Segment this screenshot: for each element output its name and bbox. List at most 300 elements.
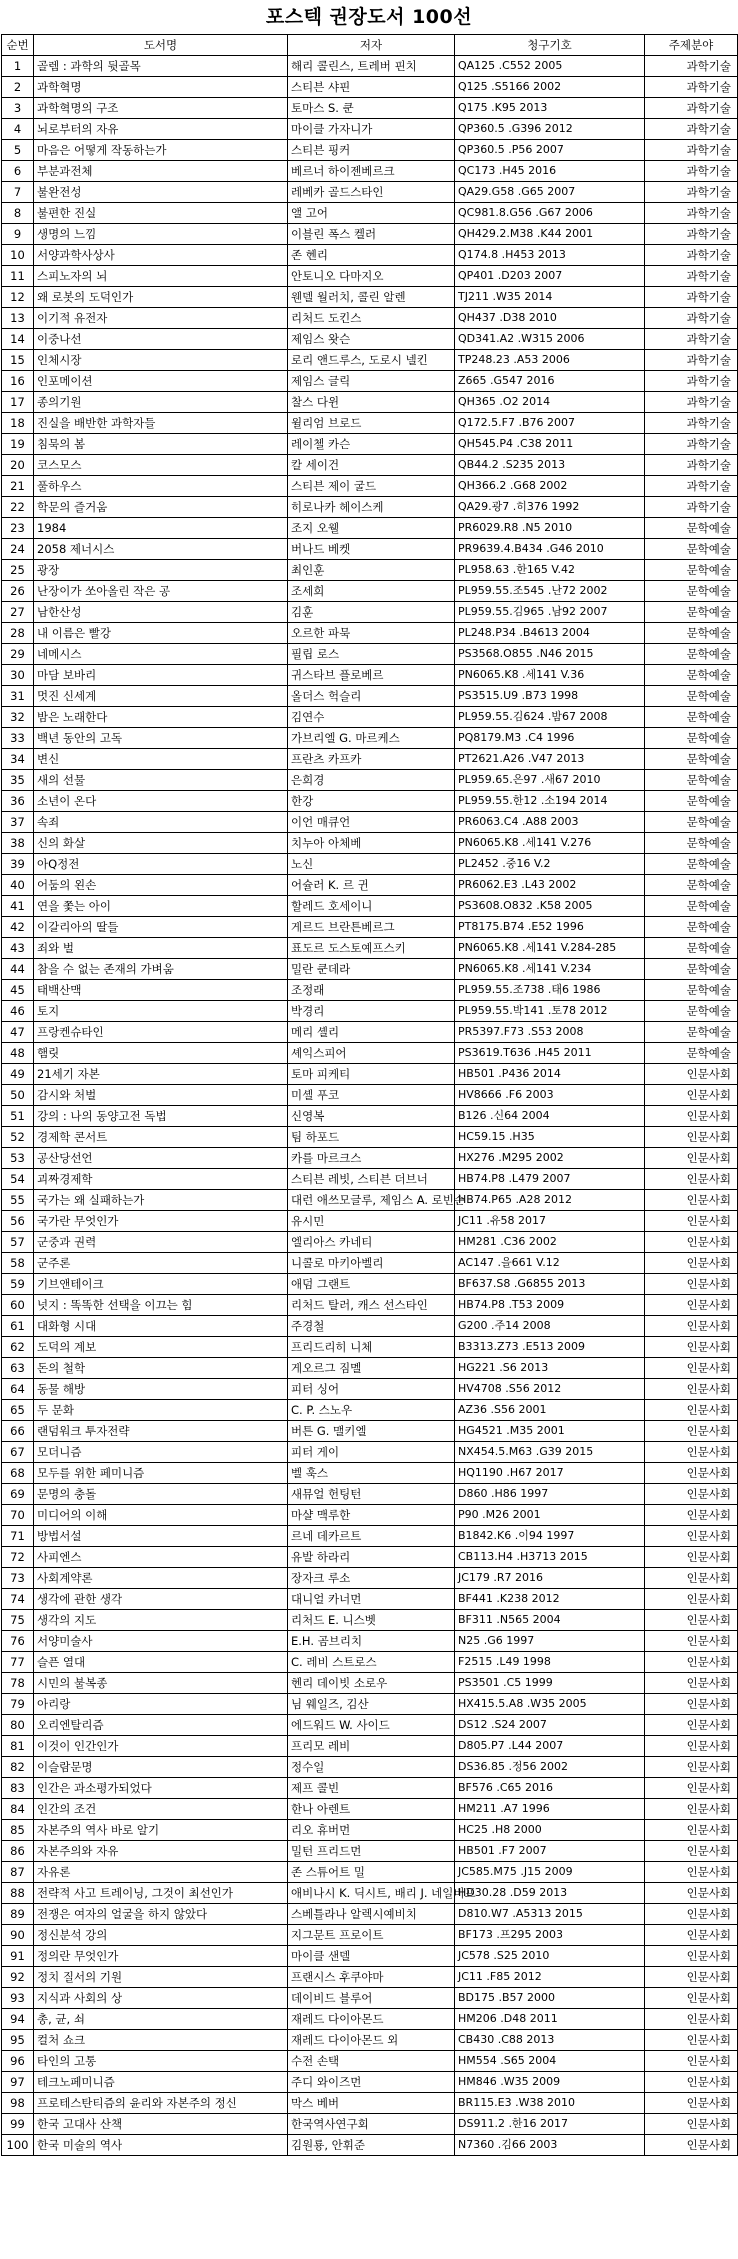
cell-author: 베르너 하이젠베르크 [288, 161, 455, 182]
cell-number: 16 [2, 371, 34, 392]
cell-number: 58 [2, 1253, 34, 1274]
cell-call-number: QA125 .C552 2005 [455, 56, 645, 77]
cell-subject: 문학예술 [645, 686, 738, 707]
cell-author: 웬델 월러치, 콜린 알렌 [288, 287, 455, 308]
cell-number: 56 [2, 1211, 34, 1232]
table-row [2, 518, 738, 539]
cell-author: 재레드 다이아몬드 외 [288, 2030, 455, 2051]
cell-number: 8 [2, 203, 34, 224]
cell-author: 유발 하라리 [288, 1547, 455, 1568]
table-row [2, 329, 738, 350]
table-row [2, 2072, 738, 2093]
table-row [2, 2009, 738, 2030]
table-row [2, 371, 738, 392]
cell-call-number: D860 .H86 1997 [455, 1484, 645, 1505]
cell-call-number: CB430 .C88 2013 [455, 2030, 645, 2051]
table-row [2, 140, 738, 161]
cell-call-number: HD30.28 .D59 2013 [455, 1883, 645, 1904]
cell-call-number: B1842.K6 .이94 1997 [455, 1526, 645, 1547]
cell-call-number: HG221 .S6 2013 [455, 1358, 645, 1379]
cell-book-title: 컬처 쇼크 [34, 2030, 288, 2051]
cell-author: 박경리 [288, 1001, 455, 1022]
table-row [2, 938, 738, 959]
table-row [2, 1883, 738, 1904]
cell-number: 54 [2, 1169, 34, 1190]
cell-number: 7 [2, 182, 34, 203]
cell-call-number: QP360.5 .G396 2012 [455, 119, 645, 140]
cell-call-number: HB74.P65 .A28 2012 [455, 1190, 645, 1211]
cell-subject: 인문사회 [645, 2072, 738, 2093]
table-row [2, 1190, 738, 1211]
cell-number: 63 [2, 1358, 34, 1379]
cell-call-number: PL248.P34 .B4613 2004 [455, 623, 645, 644]
cell-subject: 문학예술 [645, 749, 738, 770]
cell-subject: 인문사회 [645, 1967, 738, 1988]
cell-subject: 과학기술 [645, 98, 738, 119]
cell-author: 김연수 [288, 707, 455, 728]
cell-author: 스베틀라나 알렉시예비치 [288, 1904, 455, 1925]
cell-author: 스티븐 레빗, 스티븐 더브너 [288, 1169, 455, 1190]
cell-call-number: DS911.2 .한16 2017 [455, 2114, 645, 2135]
cell-subject: 과학기술 [645, 245, 738, 266]
cell-book-title: 이것이 인간인가 [34, 1736, 288, 1757]
cell-number: 89 [2, 1904, 34, 1925]
cell-author: 신영복 [288, 1106, 455, 1127]
cell-book-title: 시민의 불복종 [34, 1673, 288, 1694]
cell-subject: 과학기술 [645, 371, 738, 392]
cell-book-title: 학문의 즐거움 [34, 497, 288, 518]
cell-number: 2 [2, 77, 34, 98]
cell-call-number: PS3568.O855 .N46 2015 [455, 644, 645, 665]
cell-number: 44 [2, 959, 34, 980]
cell-author: 프랜시스 후쿠야마 [288, 1967, 455, 1988]
cell-book-title: 모두를 위한 페미니즘 [34, 1463, 288, 1484]
table-row [2, 1085, 738, 1106]
cell-number: 69 [2, 1484, 34, 1505]
cell-number: 91 [2, 1946, 34, 1967]
table-row [2, 770, 738, 791]
cell-author: 데이비드 블루어 [288, 1988, 455, 2009]
cell-book-title: 사피엔스 [34, 1547, 288, 1568]
cell-author: 밀란 쿤데라 [288, 959, 455, 980]
cell-author: 오르한 파묵 [288, 623, 455, 644]
table-row [2, 1022, 738, 1043]
cell-subject: 문학예술 [645, 1022, 738, 1043]
cell-call-number: BF173 .프295 2003 [455, 1925, 645, 1946]
cell-author: 프리드리히 니체 [288, 1337, 455, 1358]
cell-book-title: 공산당선언 [34, 1148, 288, 1169]
cell-number: 22 [2, 497, 34, 518]
cell-subject: 인문사회 [645, 1463, 738, 1484]
cell-subject: 과학기술 [645, 434, 738, 455]
cell-call-number: QC173 .H45 2016 [455, 161, 645, 182]
cell-subject: 인문사회 [645, 1673, 738, 1694]
cell-number: 98 [2, 2093, 34, 2114]
cell-number: 79 [2, 1694, 34, 1715]
cell-author: 김훈 [288, 602, 455, 623]
cell-book-title: 뇌로부터의 자유 [34, 119, 288, 140]
cell-number: 55 [2, 1190, 34, 1211]
cell-subject: 문학예술 [645, 539, 738, 560]
cell-number: 47 [2, 1022, 34, 1043]
cell-author: 스티븐 핑커 [288, 140, 455, 161]
table-row [2, 959, 738, 980]
table-row [2, 1673, 738, 1694]
cell-number: 81 [2, 1736, 34, 1757]
cell-book-title: 골렘 : 과학의 뒷골목 [34, 56, 288, 77]
cell-subject: 인문사회 [645, 1274, 738, 1295]
cell-author: 마샬 맥루한 [288, 1505, 455, 1526]
cell-book-title: 2058 제너시스 [34, 539, 288, 560]
cell-subject: 인문사회 [645, 1820, 738, 1841]
cell-book-title: 도덕의 계보 [34, 1337, 288, 1358]
cell-book-title: 자본주의와 자유 [34, 1841, 288, 1862]
table-row [2, 1820, 738, 1841]
cell-call-number: PL959.55.박141 .토78 2012 [455, 1001, 645, 1022]
table-row [2, 854, 738, 875]
cell-call-number: QH366.2 .G68 2002 [455, 476, 645, 497]
cell-number: 70 [2, 1505, 34, 1526]
table-row [2, 833, 738, 854]
table-row [2, 1064, 738, 1085]
cell-book-title: 오리엔탈리즘 [34, 1715, 288, 1736]
cell-call-number: QA29.G58 .G65 2007 [455, 182, 645, 203]
cell-author: 카를 마르크스 [288, 1148, 455, 1169]
cell-number: 64 [2, 1379, 34, 1400]
cell-book-title: 이갈리아의 딸들 [34, 917, 288, 938]
cell-number: 28 [2, 623, 34, 644]
cell-subject: 인문사회 [645, 1904, 738, 1925]
cell-author: 미셸 푸코 [288, 1085, 455, 1106]
table-row [2, 392, 738, 413]
cell-call-number: QH437 .D38 2010 [455, 308, 645, 329]
cell-number: 11 [2, 266, 34, 287]
cell-book-title: 햄릿 [34, 1043, 288, 1064]
cell-book-title: 군주론 [34, 1253, 288, 1274]
cell-number: 88 [2, 1883, 34, 1904]
cell-call-number: QD341.A2 .W315 2006 [455, 329, 645, 350]
cell-author: 한강 [288, 791, 455, 812]
table-row [2, 791, 738, 812]
table-row [2, 1253, 738, 1274]
cell-book-title: 사회계약론 [34, 1568, 288, 1589]
cell-book-title: 생각의 지도 [34, 1610, 288, 1631]
cell-book-title: 연을 쫓는 아이 [34, 896, 288, 917]
table-row [2, 1337, 738, 1358]
cell-book-title: 변신 [34, 749, 288, 770]
cell-author: 가브리엘 G. 마르케스 [288, 728, 455, 749]
cell-number: 48 [2, 1043, 34, 1064]
cell-subject: 문학예술 [645, 854, 738, 875]
cell-author: 게오르그 짐멜 [288, 1358, 455, 1379]
table-row [2, 1148, 738, 1169]
table-row [2, 1652, 738, 1673]
cell-author: 애덤 그랜트 [288, 1274, 455, 1295]
cell-author: 로리 앤드루스, 도로시 넬킨 [288, 350, 455, 371]
header-call-number: 청구기호 [455, 35, 645, 56]
cell-number: 12 [2, 287, 34, 308]
cell-number: 75 [2, 1610, 34, 1631]
cell-number: 74 [2, 1589, 34, 1610]
table-row [2, 1463, 738, 1484]
cell-author: 니콜로 마키아벨리 [288, 1253, 455, 1274]
table-row [2, 686, 738, 707]
cell-call-number: BD175 .B57 2000 [455, 1988, 645, 2009]
table-row [2, 1799, 738, 1820]
cell-call-number: PR6063.C4 .A88 2003 [455, 812, 645, 833]
cell-number: 57 [2, 1232, 34, 1253]
cell-subject: 인문사회 [645, 2051, 738, 2072]
table-row [2, 2093, 738, 2114]
table-row [2, 1505, 738, 1526]
cell-author: 정수일 [288, 1757, 455, 1778]
table-row [2, 917, 738, 938]
cell-number: 39 [2, 854, 34, 875]
cell-author: 칼 세이건 [288, 455, 455, 476]
cell-subject: 문학예술 [645, 581, 738, 602]
cell-call-number: HM211 .A7 1996 [455, 1799, 645, 1820]
table-row [2, 2030, 738, 2051]
cell-call-number: PR9639.4.B434 .G46 2010 [455, 539, 645, 560]
cell-number: 27 [2, 602, 34, 623]
cell-number: 29 [2, 644, 34, 665]
cell-book-title: 생각에 관한 생각 [34, 1589, 288, 1610]
cell-book-title: 지식과 사회의 상 [34, 1988, 288, 2009]
cell-author: 프리모 레비 [288, 1736, 455, 1757]
cell-author: 조세희 [288, 581, 455, 602]
table-row [2, 1526, 738, 1547]
cell-subject: 문학예술 [645, 1001, 738, 1022]
cell-book-title: 왜 로봇의 도덕인가 [34, 287, 288, 308]
cell-call-number: HM206 .D48 2011 [455, 2009, 645, 2030]
cell-number: 45 [2, 980, 34, 1001]
table-row [2, 812, 738, 833]
cell-call-number: BR115.E3 .W38 2010 [455, 2093, 645, 2114]
cell-author: 님 웨일즈, 김산 [288, 1694, 455, 1715]
cell-call-number: PL2452 .중16 V.2 [455, 854, 645, 875]
cell-call-number: QH365 .O2 2014 [455, 392, 645, 413]
cell-number: 37 [2, 812, 34, 833]
cell-subject: 과학기술 [645, 476, 738, 497]
cell-number: 20 [2, 455, 34, 476]
cell-author: 토마 피케티 [288, 1064, 455, 1085]
table-row [2, 1841, 738, 1862]
cell-subject: 문학예술 [645, 959, 738, 980]
cell-subject: 인문사회 [645, 1064, 738, 1085]
cell-author: 리오 휴버먼 [288, 1820, 455, 1841]
cell-call-number: Q175 .K95 2013 [455, 98, 645, 119]
cell-author: 엘리아스 카네티 [288, 1232, 455, 1253]
cell-number: 80 [2, 1715, 34, 1736]
cell-subject: 과학기술 [645, 182, 738, 203]
cell-number: 4 [2, 119, 34, 140]
cell-author: 이언 매큐언 [288, 812, 455, 833]
cell-call-number: HX415.5.A8 .W35 2005 [455, 1694, 645, 1715]
cell-subject: 인문사회 [645, 1757, 738, 1778]
cell-author: 마이클 샌델 [288, 1946, 455, 1967]
cell-call-number: PT2621.A26 .V47 2013 [455, 749, 645, 770]
cell-call-number: HG4521 .M35 2001 [455, 1421, 645, 1442]
cell-book-title: 전략적 사고 트레이닝, 그것이 최선인가 [34, 1883, 288, 1904]
table-row [2, 266, 738, 287]
table-row [2, 1358, 738, 1379]
cell-author: 대런 애쓰모글루, 제임스 A. 로빈슨 [288, 1190, 455, 1211]
table-row [2, 245, 738, 266]
cell-call-number: HM281 .C36 2002 [455, 1232, 645, 1253]
cell-author: 앨 고어 [288, 203, 455, 224]
cell-book-title: 난장이가 쏘아올린 작은 공 [34, 581, 288, 602]
cell-subject: 문학예술 [645, 623, 738, 644]
cell-subject: 과학기술 [645, 413, 738, 434]
table-row [2, 539, 738, 560]
cell-number: 32 [2, 707, 34, 728]
cell-number: 95 [2, 2030, 34, 2051]
cell-author: 제임스 글릭 [288, 371, 455, 392]
cell-subject: 인문사회 [645, 1568, 738, 1589]
cell-number: 53 [2, 1148, 34, 1169]
table-row [2, 1904, 738, 1925]
table-row [2, 1484, 738, 1505]
cell-book-title: 인간의 조건 [34, 1799, 288, 1820]
cell-subject: 인문사회 [645, 1400, 738, 1421]
cell-number: 94 [2, 2009, 34, 2030]
cell-number: 52 [2, 1127, 34, 1148]
cell-author: 수전 손택 [288, 2051, 455, 2072]
cell-book-title: 과학혁명의 구조 [34, 98, 288, 119]
cell-author: C. P. 스노우 [288, 1400, 455, 1421]
cell-book-title: 프로테스탄티즘의 윤리와 자본주의 정신 [34, 2093, 288, 2114]
cell-subject: 과학기술 [645, 119, 738, 140]
cell-call-number: PL959.55.김965 .남92 2007 [455, 602, 645, 623]
cell-book-title: 백년 동안의 고독 [34, 728, 288, 749]
cell-book-title: 죄와 벌 [34, 938, 288, 959]
cell-subject: 인문사회 [645, 1148, 738, 1169]
header-number: 순번 [2, 35, 34, 56]
cell-call-number: QH429.2.M38 .K44 2001 [455, 224, 645, 245]
cell-author: 메리 셸리 [288, 1022, 455, 1043]
cell-subject: 인문사회 [645, 2114, 738, 2135]
cell-number: 42 [2, 917, 34, 938]
cell-author: 리처드 E. 니스벳 [288, 1610, 455, 1631]
cell-number: 19 [2, 434, 34, 455]
cell-book-title: 마담 보바리 [34, 665, 288, 686]
cell-number: 78 [2, 1673, 34, 1694]
cell-author: 벨 훅스 [288, 1463, 455, 1484]
cell-number: 96 [2, 2051, 34, 2072]
cell-number: 83 [2, 1778, 34, 1799]
table-row [2, 350, 738, 371]
cell-book-title: 풀하우스 [34, 476, 288, 497]
cell-call-number: NX454.5.M63 .G39 2015 [455, 1442, 645, 1463]
cell-author: 할레드 호세이니 [288, 896, 455, 917]
table-row [2, 413, 738, 434]
cell-subject: 문학예술 [645, 707, 738, 728]
cell-call-number: QA29.광7 .히376 1992 [455, 497, 645, 518]
cell-subject: 과학기술 [645, 203, 738, 224]
table-row [2, 896, 738, 917]
cell-subject: 인문사회 [645, 2135, 738, 2156]
table-row [2, 287, 738, 308]
cell-book-title: 문명의 충돌 [34, 1484, 288, 1505]
cell-subject: 인문사회 [645, 1253, 738, 1274]
cell-book-title: 이기적 유전자 [34, 308, 288, 329]
table-row [2, 875, 738, 896]
cell-book-title: 참을 수 없는 존재의 가벼움 [34, 959, 288, 980]
cell-subject: 인문사회 [645, 1946, 738, 1967]
cell-call-number: HC59.15 .H35 [455, 1127, 645, 1148]
cell-call-number: QB44.2 .S235 2013 [455, 455, 645, 476]
cell-number: 90 [2, 1925, 34, 1946]
cell-call-number: G200 .주14 2008 [455, 1316, 645, 1337]
cell-book-title: 방법서설 [34, 1526, 288, 1547]
cell-author: 유시민 [288, 1211, 455, 1232]
cell-author: 리처드 도킨스 [288, 308, 455, 329]
cell-author: 프란츠 카프카 [288, 749, 455, 770]
cell-number: 99 [2, 2114, 34, 2135]
table-row [2, 1946, 738, 1967]
cell-author: 레베카 골드스타인 [288, 182, 455, 203]
table-row [2, 1862, 738, 1883]
cell-subject: 인문사회 [645, 1715, 738, 1736]
cell-number: 23 [2, 518, 34, 539]
table-row [2, 1631, 738, 1652]
cell-number: 24 [2, 539, 34, 560]
cell-book-title: 감시와 처벌 [34, 1085, 288, 1106]
cell-call-number: P90 .M26 2001 [455, 1505, 645, 1526]
table-row [2, 1316, 738, 1337]
cell-subject: 인문사회 [645, 1295, 738, 1316]
cell-call-number: B3313.Z73 .E513 2009 [455, 1337, 645, 1358]
cell-number: 17 [2, 392, 34, 413]
cell-call-number: HV4708 .S56 2012 [455, 1379, 645, 1400]
cell-subject: 과학기술 [645, 266, 738, 287]
cell-author: C. 레비 스트로스 [288, 1652, 455, 1673]
cell-number: 46 [2, 1001, 34, 1022]
cell-book-title: 미디어의 이해 [34, 1505, 288, 1526]
cell-book-title: 불편한 진실 [34, 203, 288, 224]
cell-book-title: 정의란 무엇인가 [34, 1946, 288, 1967]
table-row [2, 1169, 738, 1190]
cell-book-title: 총, 균, 쇠 [34, 2009, 288, 2030]
cell-number: 65 [2, 1400, 34, 1421]
cell-subject: 인문사회 [645, 1925, 738, 1946]
cell-subject: 인문사회 [645, 1526, 738, 1547]
cell-book-title: 남한산성 [34, 602, 288, 623]
cell-book-title: 괴짜경제학 [34, 1169, 288, 1190]
cell-call-number: PR5397.F73 .S53 2008 [455, 1022, 645, 1043]
table-row [2, 1988, 738, 2009]
cell-call-number: PR6029.R8 .N5 2010 [455, 518, 645, 539]
cell-book-title: 테크노페미니즘 [34, 2072, 288, 2093]
cell-call-number: PL958.63 .한165 V.42 [455, 560, 645, 581]
cell-call-number: PQ8179.M3 .C4 1996 [455, 728, 645, 749]
cell-book-title: 타인의 고통 [34, 2051, 288, 2072]
cell-author: 윌리엄 브로드 [288, 413, 455, 434]
cell-book-title: 아Q정전 [34, 854, 288, 875]
cell-author: 마이클 가자니가 [288, 119, 455, 140]
table-row [2, 497, 738, 518]
cell-book-title: 새의 선물 [34, 770, 288, 791]
cell-author: 재레드 다이아몬드 [288, 2009, 455, 2030]
cell-book-title: 태백산맥 [34, 980, 288, 1001]
cell-call-number: N25 .G6 1997 [455, 1631, 645, 1652]
cell-number: 50 [2, 1085, 34, 1106]
cell-call-number: PS3619.T636 .H45 2011 [455, 1043, 645, 1064]
cell-call-number: HC25 .H8 2000 [455, 1820, 645, 1841]
cell-number: 43 [2, 938, 34, 959]
cell-call-number: PL959.55.김624 .밤67 2008 [455, 707, 645, 728]
cell-book-title: 토지 [34, 1001, 288, 1022]
